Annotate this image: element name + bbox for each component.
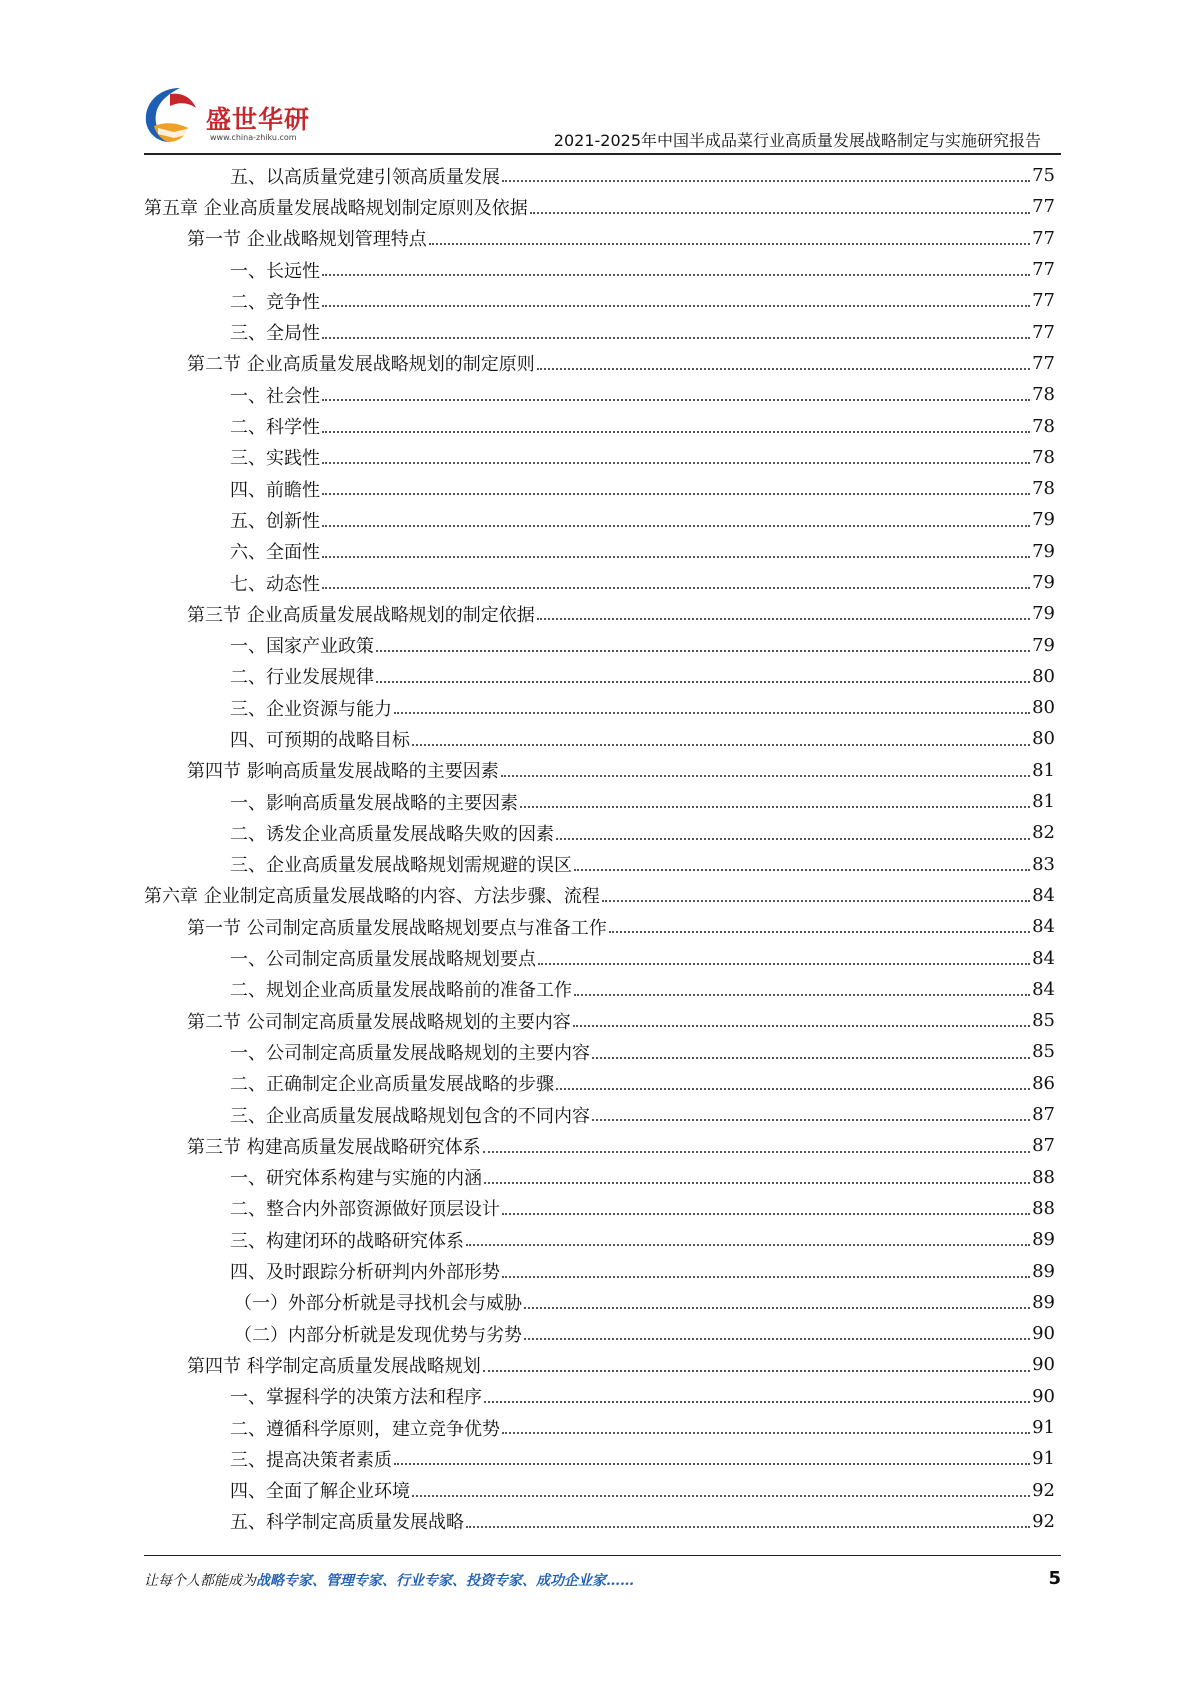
toc-entry[interactable] (144, 786, 1055, 817)
toc-entry[interactable] (144, 629, 1055, 660)
toc-entry-page: 91 (1032, 1448, 1055, 1470)
toc-entry-label: 二、竞争性 (230, 291, 320, 313)
toc-entry-label: 二、科学性 (230, 417, 320, 439)
toc-entry-label: 一、研究体系构建与实施的内涵 (230, 1168, 482, 1190)
toc-entry[interactable] (144, 755, 1055, 786)
toc-dot-leader (322, 493, 1030, 495)
header-divider (144, 153, 1061, 155)
toc-entry[interactable] (144, 254, 1055, 285)
toc-entry-label: 第六章 企业制定高质量发展战略的内容、方法步骤、流程 (144, 886, 600, 908)
toc-dot-leader (502, 1432, 1030, 1434)
toc-entry[interactable] (144, 817, 1055, 848)
toc-entry-label: 第三节 构建高质量发展战略研究体系 (187, 1136, 481, 1158)
toc-dot-leader (502, 180, 1030, 182)
toc-entry[interactable] (144, 880, 1055, 911)
toc-dot-leader (394, 712, 1030, 714)
toc-entry-label: 三、企业高质量发展战略规划需规避的误区 (230, 855, 572, 877)
toc-entry[interactable] (144, 223, 1055, 254)
toc-entry-label: 一、社会性 (230, 385, 320, 407)
toc-dot-leader (592, 1119, 1030, 1121)
logo-name: 盛世华研 (206, 105, 311, 134)
toc-entry-page: 89 (1032, 1260, 1055, 1282)
toc-entry-label: 一、国家产业政策 (230, 636, 374, 658)
toc-entry-label: 四、全面了解企业环境 (230, 1481, 410, 1503)
toc-entry-page: 85 (1032, 1010, 1055, 1032)
toc-entry[interactable] (144, 1287, 1055, 1318)
toc-entry[interactable] (144, 442, 1055, 473)
toc-entry[interactable] (144, 1318, 1055, 1349)
toc-entry-page: 82 (1032, 822, 1055, 844)
toc-dot-leader (322, 431, 1030, 433)
toc-entry-label: 三、企业资源与能力 (230, 698, 392, 720)
toc-entry-page: 88 (1032, 1166, 1055, 1188)
toc-entry-label: 五、科学制定高质量发展战略 (230, 1512, 464, 1534)
toc-dot-leader (537, 368, 1030, 370)
toc-entry-page: 81 (1032, 759, 1055, 781)
toc-entry-page: 77 (1032, 290, 1055, 312)
toc-entry-label: 四、及时跟踪分析研判内外部形势 (230, 1262, 500, 1284)
toc-entry-page: 90 (1032, 1385, 1055, 1407)
toc-dot-leader (484, 1182, 1030, 1184)
toc-entry-page: 89 (1032, 1291, 1055, 1313)
toc-entry-page: 75 (1032, 165, 1055, 187)
toc-entry[interactable] (144, 285, 1055, 316)
toc-dot-leader (556, 838, 1030, 840)
toc-dot-leader (322, 305, 1030, 307)
toc-dot-leader (412, 744, 1030, 746)
toc-entry-label: 第四节 科学制定高质量发展战略规划 (187, 1355, 481, 1377)
slogan-highlight: 战略专家、管理专家、行业专家、投资专家、成功企业家…… (256, 1573, 634, 1589)
toc-dot-leader (322, 587, 1030, 589)
toc-entry-label: （一）外部分析就是寻找机会与威胁 (234, 1293, 522, 1315)
toc-entry-page: 80 (1032, 665, 1055, 687)
footer-divider (144, 1555, 1061, 1556)
toc-dot-leader (483, 1370, 1030, 1372)
report-title: 2021-2025年中国半成品菜行业高质量发展战略制定与实施研究报告 (553, 131, 1041, 150)
toc-entry-label: 第一节 公司制定高质量发展战略规划要点与准备工作 (187, 917, 607, 939)
table-of-contents (144, 160, 1055, 1537)
toc-entry-page: 79 (1032, 603, 1055, 625)
toc-entry-label: 第二节 公司制定高质量发展战略规划的主要内容 (187, 1011, 571, 1033)
toc-dot-leader (573, 1025, 1030, 1027)
toc-entry-label: 七、动态性 (230, 573, 320, 595)
toc-entry[interactable] (144, 1099, 1055, 1130)
toc-entry-label: 二、诱发企业高质量发展战略失败的因素 (230, 823, 554, 845)
toc-entry-page: 81 (1032, 791, 1055, 813)
toc-entry[interactable] (144, 974, 1055, 1005)
toc-dot-leader (602, 900, 1030, 902)
toc-entry-label: 一、公司制定高质量发展战略规划要点 (230, 949, 536, 971)
toc-dot-leader (466, 1526, 1030, 1528)
toc-entry-page: 91 (1032, 1417, 1055, 1439)
toc-dot-leader (592, 1057, 1030, 1059)
footer-slogan (144, 1570, 634, 1590)
toc-entry-page: 84 (1032, 916, 1055, 938)
toc-dot-leader (429, 243, 1030, 245)
toc-entry-page: 80 (1032, 697, 1055, 719)
toc-entry-page: 85 (1032, 1041, 1055, 1063)
toc-entry[interactable] (144, 1162, 1055, 1193)
toc-entry-page: 89 (1032, 1229, 1055, 1251)
toc-entry-page: 79 (1032, 634, 1055, 656)
toc-entry-page: 87 (1032, 1104, 1055, 1126)
toc-entry-page: 84 (1032, 884, 1055, 906)
toc-entry[interactable] (144, 1381, 1055, 1412)
toc-entry-page: 84 (1032, 978, 1055, 1000)
toc-dot-leader (484, 1401, 1030, 1403)
toc-entry-label: 四、可预期的战略目标 (230, 729, 410, 751)
toc-entry-label: 二、规划企业高质量发展战略前的准备工作 (230, 980, 572, 1002)
toc-entry-page: 87 (1032, 1135, 1055, 1157)
logo-url: www.china-zhiku.com (210, 133, 297, 142)
toc-entry-label: 四、前瞻性 (230, 479, 320, 501)
toc-entry[interactable] (144, 316, 1055, 347)
toc-dot-leader (322, 337, 1030, 339)
toc-entry-page: 92 (1032, 1510, 1055, 1532)
logo-swoosh-icon (140, 82, 208, 150)
toc-entry[interactable] (144, 1193, 1055, 1224)
toc-entry-label: 第三节 企业高质量发展战略规划的制定依据 (187, 604, 535, 626)
toc-entry-page: 77 (1032, 352, 1055, 374)
toc-dot-leader (502, 1276, 1030, 1278)
toc-entry-label: 第四节 影响高质量发展战略的主要因素 (187, 761, 499, 783)
company-logo (140, 82, 310, 152)
toc-entry-page: 77 (1032, 196, 1055, 218)
toc-entry-page: 78 (1032, 415, 1055, 437)
toc-entry[interactable] (144, 1130, 1055, 1161)
toc-entry-page: 77 (1032, 227, 1055, 249)
toc-entry-label: 二、遵循科学原则，建立竞争优势 (230, 1418, 500, 1440)
toc-entry-label: 三、企业高质量发展战略规划包含的不同内容 (230, 1105, 590, 1127)
toc-dot-leader (537, 618, 1030, 620)
toc-entry-label: （二）内部分析就是发现优势与劣势 (234, 1324, 522, 1346)
toc-entry-label: 一、影响高质量发展战略的主要因素 (230, 792, 518, 814)
toc-entry-label: 第二节 企业高质量发展战略规划的制定原则 (187, 354, 535, 376)
toc-entry-label: 二、正确制定企业高质量发展战略的步骤 (230, 1074, 554, 1096)
toc-entry-label: 二、整合内外部资源做好顶层设计 (230, 1199, 500, 1221)
toc-entry[interactable] (144, 1349, 1055, 1380)
toc-entry-page: 86 (1032, 1072, 1055, 1094)
toc-dot-leader (609, 931, 1030, 933)
toc-entry[interactable] (144, 1412, 1055, 1443)
toc-dot-leader (322, 462, 1030, 464)
toc-entry-label: 第五章 企业高质量发展战略规划制定原则及依据 (144, 197, 528, 219)
toc-dot-leader (502, 1213, 1030, 1215)
toc-entry[interactable] (144, 1005, 1055, 1036)
toc-entry-label: 一、长远性 (230, 260, 320, 282)
toc-dot-leader (574, 869, 1030, 871)
toc-dot-leader (501, 775, 1030, 777)
toc-entry[interactable] (144, 849, 1055, 880)
toc-entry-page: 80 (1032, 728, 1055, 750)
toc-dot-leader (483, 1151, 1030, 1153)
toc-entry-label: 三、提高决策者素质 (230, 1449, 392, 1471)
toc-entry[interactable] (144, 598, 1055, 629)
toc-entry-page: 78 (1032, 384, 1055, 406)
toc-entry[interactable] (144, 504, 1055, 535)
toc-dot-leader (574, 994, 1030, 996)
toc-dot-leader (322, 556, 1030, 558)
toc-entry-page: 88 (1032, 1197, 1055, 1219)
toc-entry[interactable] (144, 1506, 1055, 1537)
toc-entry[interactable] (144, 410, 1055, 441)
toc-dot-leader (524, 1307, 1030, 1309)
toc-entry[interactable] (144, 1068, 1055, 1099)
toc-dot-leader (538, 963, 1030, 965)
toc-entry-page: 83 (1032, 853, 1055, 875)
toc-entry-page: 79 (1032, 540, 1055, 562)
toc-entry-page: 78 (1032, 446, 1055, 468)
toc-dot-leader (412, 1495, 1030, 1497)
toc-entry[interactable] (144, 536, 1055, 567)
toc-entry[interactable] (144, 1224, 1055, 1255)
toc-entry-page: 77 (1032, 259, 1055, 281)
toc-entry[interactable] (144, 473, 1055, 504)
toc-entry[interactable] (144, 1474, 1055, 1505)
toc-dot-leader (520, 806, 1030, 808)
toc-dot-leader (376, 650, 1030, 652)
page-footer (144, 1570, 1061, 1594)
toc-entry-label: 二、行业发展规律 (230, 667, 374, 689)
toc-entry[interactable] (144, 379, 1055, 410)
toc-entry-label: 五、创新性 (230, 510, 320, 532)
toc-dot-leader (322, 525, 1030, 527)
toc-dot-leader (466, 1244, 1030, 1246)
toc-entry-label: 三、全局性 (230, 323, 320, 345)
toc-entry[interactable] (144, 1255, 1055, 1286)
toc-entry-label: 三、实践性 (230, 448, 320, 470)
toc-entry[interactable] (144, 160, 1055, 191)
toc-entry-label: 三、构建闭环的战略研究体系 (230, 1230, 464, 1252)
toc-entry-label: 一、公司制定高质量发展战略规划的主要内容 (230, 1042, 590, 1064)
toc-dot-leader (376, 681, 1030, 683)
toc-entry[interactable] (144, 1443, 1055, 1474)
toc-entry-page: 79 (1032, 572, 1055, 593)
page-number: 5 (1048, 1568, 1061, 1589)
toc-entry[interactable] (144, 1036, 1055, 1067)
toc-entry-page: 78 (1032, 478, 1055, 500)
toc-entry[interactable] (144, 567, 1055, 598)
toc-dot-leader (556, 1088, 1030, 1090)
toc-entry-page: 79 (1032, 509, 1055, 531)
toc-dot-leader (322, 399, 1030, 401)
toc-dot-leader (322, 274, 1030, 276)
toc-entry[interactable] (144, 191, 1055, 222)
toc-entry-page: 77 (1032, 321, 1055, 343)
toc-entry[interactable] (144, 911, 1055, 942)
toc-entry[interactable] (144, 692, 1055, 723)
toc-entry-page: 84 (1032, 947, 1055, 969)
toc-entry-page: 90 (1032, 1323, 1055, 1345)
toc-entry-label: 第一节 企业战略规划管理特点 (187, 229, 427, 251)
page-header (0, 0, 1191, 160)
toc-entry-label: 六、全面性 (230, 542, 320, 564)
toc-dot-leader (524, 1338, 1030, 1340)
toc-entry[interactable] (144, 348, 1055, 379)
toc-entry[interactable] (144, 942, 1055, 973)
toc-entry-label: 一、掌握科学的决策方法和程序 (230, 1387, 482, 1409)
toc-entry-page: 90 (1032, 1354, 1055, 1376)
toc-dot-leader (394, 1463, 1030, 1465)
toc-entry-label: 五、以高质量党建引领高质量发展 (230, 166, 500, 188)
toc-entry-page: 92 (1032, 1479, 1055, 1501)
slogan-prefix: 让每个人都能成为 (144, 1573, 256, 1589)
toc-entry[interactable] (144, 723, 1055, 754)
toc-entry[interactable] (144, 661, 1055, 692)
toc-dot-leader (530, 212, 1030, 214)
